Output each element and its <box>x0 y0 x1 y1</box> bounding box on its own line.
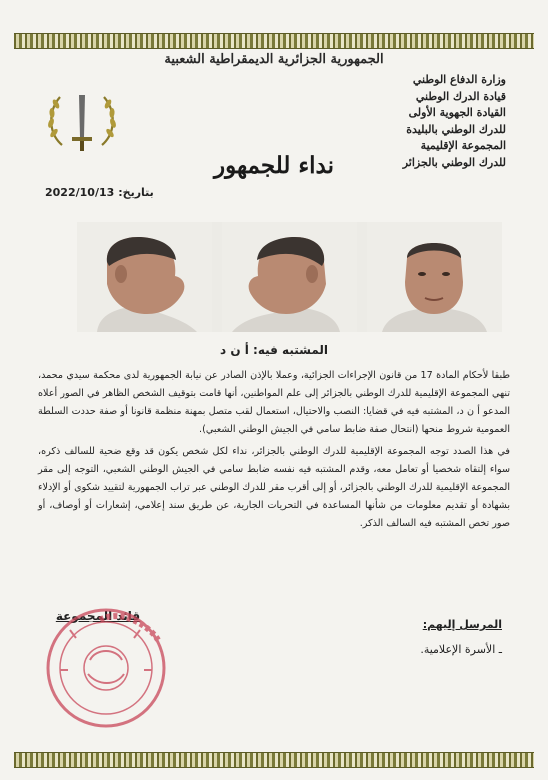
recipient-item: ـ الأسرة الإعلامية. <box>420 643 502 656</box>
ministry-line: للدرك الوطني بالجزائر <box>402 155 506 169</box>
recipients-block <box>352 612 502 662</box>
commander-title: قائد المجموعة <box>55 609 141 623</box>
suspect-photo-profile-right <box>77 222 212 332</box>
page-title: نداء للجمهور <box>213 152 335 179</box>
suspect-photo-profile-left <box>222 222 357 332</box>
date-label: بتاريخ: <box>118 186 154 199</box>
ministry-line: للدرك الوطني بالبليدة <box>406 122 506 136</box>
suspect-photo-front <box>367 222 502 332</box>
official-stamp-icon <box>40 600 172 732</box>
date-value: 2022/10/13 <box>45 186 115 199</box>
date-line <box>45 186 158 199</box>
recipients-heading: المرسل إليهم: <box>422 618 502 631</box>
body-paragraph: في هذا الصدد توجه المجموعة الإقليمية للدرك الوطني بالجزائر، نداء لكل شخص يكون قد وقع ضحية للسالف ذكره، سواء إلتقاه شخصيا أو تعامل معه، وقدم المشتبه فيه نفسه ضابط سامي في الجيش الوطني الشعبي، التوجه إلى مقر المجموعة الإقليمية للدرك الوطني بالجزائر، أو إلى أقرب مقر للدرك الوطني عبر تراب الجمهورية لتقييد شكوى أو الإدلاء بشهادة أو تقديم معلومات من شأنها المساعدة في التحريات الجارية، عن طريق سند إعلامي، إشعارات أو أوصاف، أو صور تخص المشتبه فيه السالف الذكر. <box>38 446 510 529</box>
suspect-name-line: المشتبه فيه: أ ن د <box>219 343 328 357</box>
ministry-line: المجموعة الإقليمية <box>420 139 506 152</box>
suspect-photos <box>77 222 502 332</box>
body-paragraph: طبقا لأحكام المادة 17 من قانون الإجراءات الجزائية، وعملا بالإذن الصادر عن نيابة الجمهورية لدى محكمة سيدي محمد، تنهي المجموعة الإقليمية للدرك الوطني بالجزائر إلى علم المواطنين، أنها قامت بتوقيف الشخص الظاهر في الصور أعلاه المدعو أ ن د، المشتبه فيه في قضايا: النصب والاحتيال، استعمال لقب متصل بمهنة منظمة قانونا أو صفة حددت السلطة العمومية شروط منحها (انتحال صفة ضابط سامي في الجيش الوطني الشعبي). <box>38 370 510 435</box>
republic-heading: الجمهورية الجزائرية الديمقراطية الشعبية <box>164 52 384 67</box>
notice-body <box>38 367 510 533</box>
ministry-line: القيادة الجهوية الأولى <box>408 106 506 119</box>
gendarmerie-emblem-icon <box>42 85 122 160</box>
ministry-line: وزارة الدفاع الوطني <box>412 73 506 86</box>
decorative-border-bottom <box>14 752 534 768</box>
decorative-border-top <box>14 33 534 49</box>
ministry-line: قيادة الدرك الوطني <box>415 89 506 103</box>
